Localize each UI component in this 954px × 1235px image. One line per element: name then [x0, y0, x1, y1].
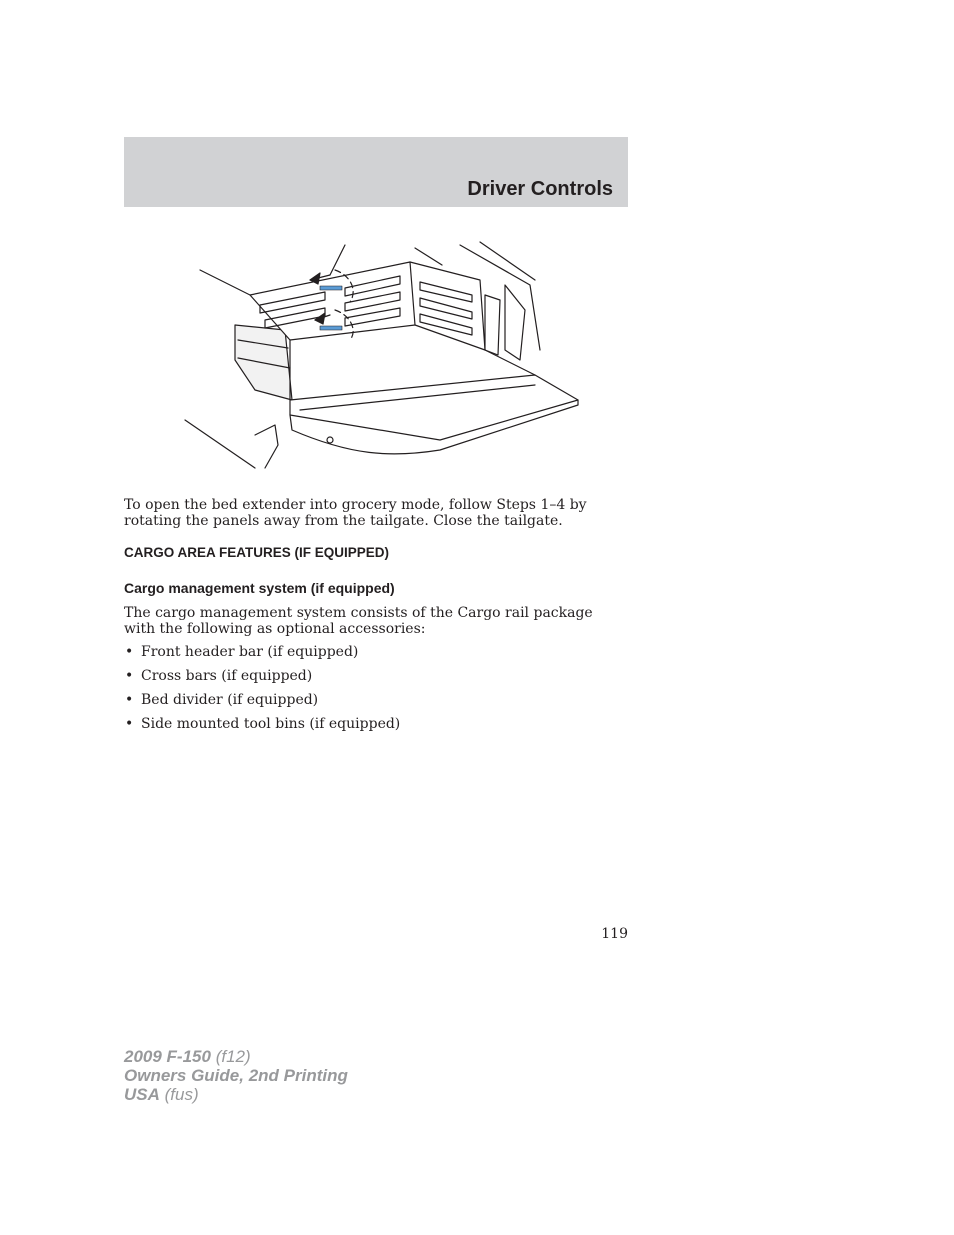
header-band — [124, 137, 628, 207]
bed-extender-illustration — [180, 240, 580, 470]
section-heading: CARGO AREA FEATURES (IF EQUIPPED) — [124, 545, 390, 560]
list-item: • Front header bar (if equipped) — [125, 644, 359, 660]
bullet-icon: • — [125, 668, 134, 684]
document-footer: 2009 F-150 (f12) Owners Guide, 2nd Printing USA (fus) — [124, 1047, 348, 1104]
list-item: • Side mounted tool bins (if equipped) — [125, 716, 401, 732]
accessory-list — [124, 644, 400, 740]
bullet-icon: • — [125, 692, 134, 708]
list-item: • Bed divider (if equipped) — [125, 692, 319, 708]
intro-paragraph: To open the bed extender into grocery mode, follow Steps 1–4 by rotating the panels away from the tailgate. Close the tailgate. — [124, 497, 587, 529]
page-section-title: Driver Controls — [467, 178, 613, 200]
bullet-icon: • — [125, 716, 134, 732]
list-item: • Cross bars (if equipped) — [125, 668, 313, 684]
subsection-heading: Cargo management system (if equipped) — [124, 580, 395, 596]
subsection-paragraph: The cargo management system consists of the Cargo rail package with the following as optional accessories: — [124, 605, 593, 637]
bullet-icon: • — [125, 644, 134, 660]
page-number: 119 — [601, 926, 628, 942]
